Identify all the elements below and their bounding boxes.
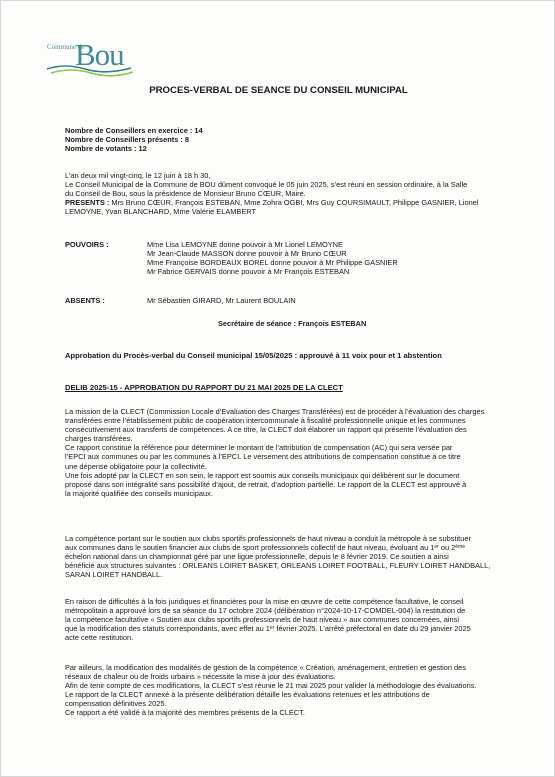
secretaire-de-seance: Secrétaire de séance : François ESTEBAN	[218, 319, 367, 328]
pouvoir-item: Mr Jean-Claude MASSON donne pouvoir à Mr Bruno CŒUR	[147, 249, 347, 259]
superscript: er	[434, 544, 439, 551]
intro-line: Le Conseil Municipal de la Commune de BOU dûment convoqué le 05 juin 2025, s’est réuni en session ordinaire, à la Salle	[65, 180, 468, 190]
pouvoir-item: Mme Françoise BORDEAUX BOREL donne pouvoir à Mr Philippe GASNIER	[147, 258, 398, 268]
text-line: SARAN LOIRET HANDBALL.	[65, 570, 163, 580]
mission-clect-block	[65, 407, 484, 498]
text-line: Le rapport de la CLECT annexé à la présente délibération détaille les évaluations retenues et les attributions de	[65, 690, 430, 700]
reseaux-chaleur-block	[65, 663, 477, 718]
text-line: bénéficié aux structures suivantes : ORLEANS LOIRET BASKET, ORLEANS LOIRET FOOTBALL, FLEURY LOIRET HANDBALL,	[65, 561, 491, 571]
text-line: Par ailleurs, la modification des modalités de gestion de la compétence « Création, aménagement, entretien et gestion des	[65, 663, 466, 672]
text-line	[65, 543, 490, 552]
text-line: la compétence facultative « Soutien aux clubs sportifs professionnels de haut niveau » aux communes concernées, ainsi	[65, 615, 459, 625]
text-segment: aux communes dans le soutien financier aux clubs de sport professionnels collectif de haut niveau, évoluant au 1	[65, 543, 435, 553]
competence-clubs-block	[65, 534, 490, 579]
text-line: La mission de la CLECT (Commission Locale d’Evaluation des Charges Transférées) est de procéder à l’évaluation des charges	[65, 407, 485, 416]
document-title: PROCES-VERBAL DE SEANCE DU CONSEIL MUNICIPAL	[149, 85, 408, 96]
presents-line: LEMOYNE, Yvan BLANCHARD, Mme Valérie ELAMBERT	[65, 207, 256, 217]
count-votants: Nombre de votants : 12	[65, 144, 147, 154]
intro-line: L’an deux mil vingt-cinq, le 12 juin à 18 h 30,	[65, 171, 211, 180]
intro-line: du Conseil de Bou, sous la présidence de Monsieur Bruno CŒUR, Maire.	[65, 189, 306, 199]
text-line: la majorité qualifiée des conseils municipaux.	[65, 488, 213, 498]
restitution-block	[65, 597, 471, 642]
commune-logo	[45, 37, 135, 77]
count-en-exercice: Nombre de Conseillers en exercice : 14	[65, 126, 203, 135]
text-line: Une fois adopté par la CLECT en son sein, le rapport est soumis aux conseils municipaux qui délibèrent sur le document	[65, 470, 460, 480]
text-line: échelon national dans un championnat géré par une ligue professionnelle, depuis le 8 février 2019. Ce soutien a ainsi	[65, 552, 449, 562]
text-line: transférées entre l’établissement public de coopération intercommunale à fiscalité professionnelle unique et les communes	[65, 416, 466, 426]
text-line: l’EPCI aux communes ou par les communes à l’EPCI. Le versement des attributions de compensation constitue à ce titre	[65, 452, 461, 462]
pouvoirs-label: POUVOIRS :	[65, 240, 109, 249]
text-line	[65, 624, 471, 633]
logo-small-text: Commune de	[47, 43, 85, 51]
text-line: La compétence portant sur le soutien aux clubs sportifs professionnels de haut niveau a conduit la métropole à se substituer	[65, 534, 471, 543]
text-line: métropolitain a approuvé lors de sa séance du 17 octobre 2024 (délibération n°2024-10-17-COMDEL-004) la restitution de	[65, 606, 466, 616]
text-line: Afin de tenir compte de ces modifications, la CLECT s’est réunie le 21 mai 2025 pour valider la méthodologie des évaluations.	[65, 681, 477, 691]
text-segment: février 2025. L’arrêté préfectoral en date du 29 janvier 2025	[274, 624, 471, 634]
pouvoirs-list	[147, 240, 398, 276]
absents-label: ABSENTS :	[65, 296, 105, 305]
approbation-pv: Approbation du Procès-verbal du Conseil municipal 15/05/2025 : approuvé à 11 voix pour et 1 abstention	[65, 351, 442, 360]
text-line: consécutivement aux transferts de compétences. A ce titre, la CLECT doit élaborer un rapport qui présente l’évaluation des	[65, 425, 467, 435]
pouvoir-item: Mr Fabrice GERVAIS donne pouvoir à Mr François ESTEBAN	[147, 267, 350, 277]
text-line: Ce rapport constitue la référence pour déterminer le montant de l’attribution de compensation (AC) qui sera versée par	[65, 443, 453, 453]
absents-names: Mr Sébastien GIRARD, Mr Laurent BOULAIN	[147, 296, 296, 305]
intro-block	[65, 171, 478, 216]
counts-block	[65, 126, 203, 153]
text-line: proposé dans son intégralité sans possibilité d’ajout, de retrait, d’adoption partielle. Le rapport de la CLECT est approuvé à	[65, 479, 467, 489]
delib-title: DELIB 2025-15 - APPROBATION DU RAPPORT DU 21 MAI 2025 DE LA CLECT	[65, 383, 343, 392]
presents-names: Mrs Bruno CŒUR, François ESTEBAN, Mme Zohra OGBI, Mrs Guy COURSIMAULT, Philippe GASNIER, Lionel	[109, 198, 479, 208]
text-line: charges transférées.	[65, 434, 133, 444]
pouvoir-item: Mme Lisa LEMOYNE donne pouvoir à Mr Lionel LEMOYNE	[147, 240, 343, 249]
text-line: acte cette restitution.	[65, 633, 134, 643]
text-segment: ou 2	[438, 543, 456, 553]
text-line: réseaux de chaleur ou de froids urbains » nécessite la mise à jour des évaluations.	[65, 672, 336, 682]
count-presents: Nombre de Conseillers présents : 8	[65, 135, 190, 145]
superscript: er	[269, 625, 275, 632]
text-line: une dépense obligatoire pour la collectivité.	[65, 461, 207, 471]
text-line: compensation définitives 2025.	[65, 699, 167, 709]
superscript: ème	[455, 544, 465, 551]
text-line: Ce rapport a été validé à la majorité des membres présents de la CLECT.	[65, 708, 305, 718]
text-segment: que la modification des statuts correspondants, avec effet au 1	[65, 624, 270, 634]
logo-wave-icon	[45, 63, 135, 77]
presents-label: PRESENTS :	[65, 198, 110, 208]
text-line: En raison de difficultés à la fois juridiques et financières pour la mise en œuvre de cette compétence facultative, le conseil	[65, 597, 464, 606]
presents-line	[65, 198, 478, 207]
logo-big-text: Bou	[75, 37, 124, 72]
